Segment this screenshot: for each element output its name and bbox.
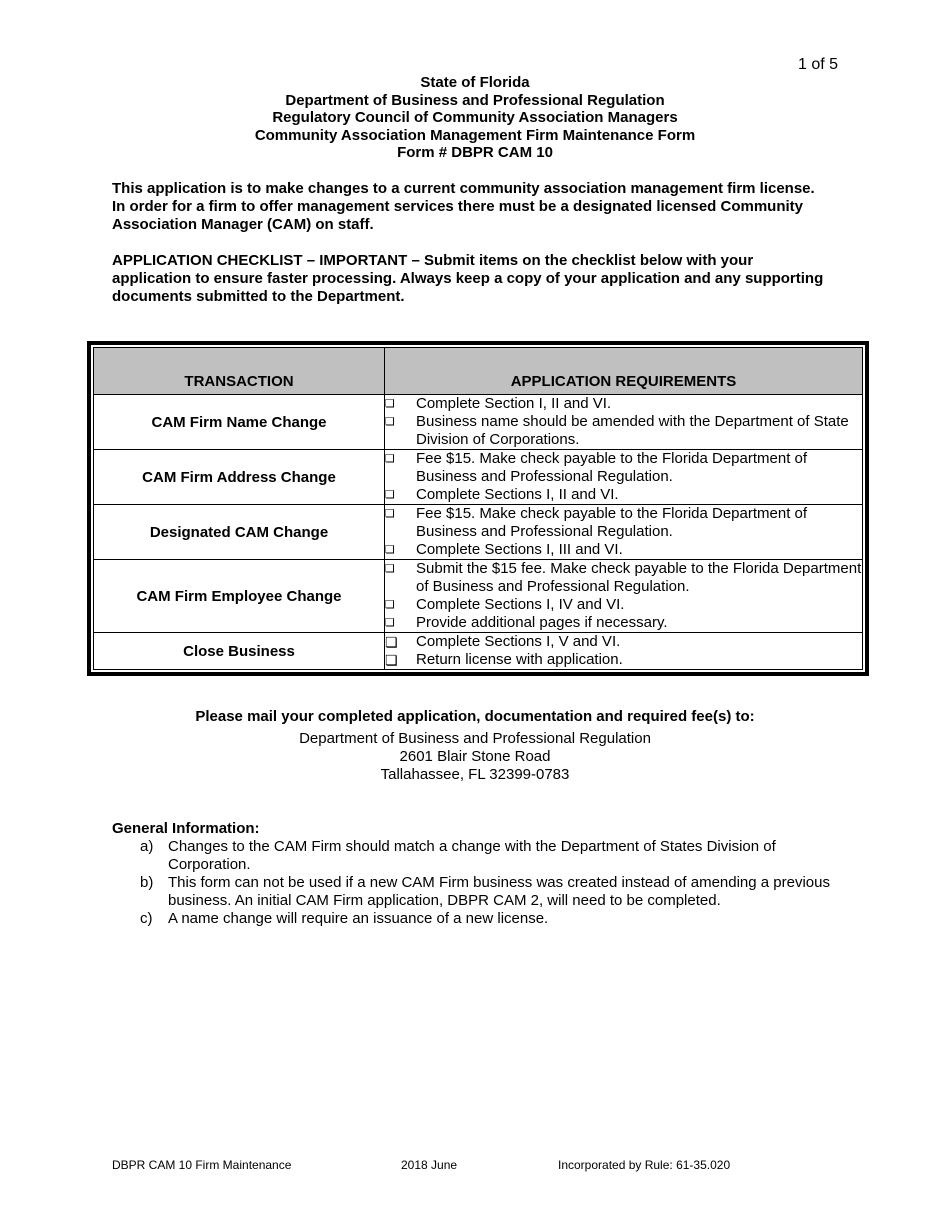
footer-rule: Incorporated by Rule: 61-35.020 (558, 1158, 731, 1172)
checkbox-icon: ❏ (385, 453, 395, 465)
checkbox-icon: ❏ (385, 634, 398, 650)
list-item: c) A name change will require an issuance of a new license. (140, 910, 549, 927)
transaction-cell: Designated CAM Change (94, 505, 385, 560)
header-transaction: TRANSACTION (94, 348, 385, 395)
table-row (94, 450, 863, 505)
table-row (94, 560, 863, 633)
requirement-item: ❏ Return license with application. (385, 651, 623, 668)
general-title: General Information: (112, 820, 260, 837)
transaction-cell: CAM Firm Employee Change (94, 560, 385, 633)
requirements-cell (385, 505, 863, 560)
header-form-number: Form # DBPR CAM 10 (397, 144, 553, 161)
checklist-instructions: APPLICATION CHECKLIST – IMPORTANT – Submit items on the checklist below with your application to ensure faster processing. Always keep a copy of your application and any supporting documents submitted to the Department. (112, 252, 824, 305)
table-row (94, 505, 863, 560)
checklist-table (87, 341, 869, 676)
mail-address-line: Tallahassee, FL 32399-0783 (380, 766, 570, 783)
requirements-cell (385, 450, 863, 505)
requirement-item: ❏ Fee $15. Make check payable to the Florida Department of Business and Professional Regulation. (385, 450, 808, 485)
checkbox-icon: ❏ (385, 416, 395, 428)
requirements-cell (385, 560, 863, 633)
requirement-item: ❏ Fee $15. Make check payable to the Florida Department of Business and Professional Regulation. (385, 505, 808, 540)
requirements-cell (385, 633, 863, 670)
mail-title: Please mail your completed application, documentation and required fee(s) to: (195, 708, 755, 725)
header-requirements: APPLICATION REQUIREMENTS (385, 348, 863, 395)
mailing-instructions (0, 708, 950, 784)
transaction-cell: Close Business (94, 633, 385, 670)
requirements-cell (385, 395, 863, 450)
checkbox-icon: ❏ (385, 489, 395, 501)
header-council: Regulatory Council of Community Association Managers (272, 109, 678, 126)
footer-date: 2018 June (401, 1158, 458, 1172)
header-form-title: Community Association Management Firm Maintenance Form (254, 126, 696, 144)
requirement-item: ❏ Submit the $15 fee. Make check payable to the Florida Department of Business and Professional Regulation. (385, 560, 862, 595)
list-item: a) Changes to the CAM Firm should match a change with the Department of States Division of Corporation. (140, 838, 776, 873)
general-information (112, 820, 832, 928)
list-item: b) This form can not be used if a new CAM Firm business was created instead of amending a previous business. An initial CAM Firm application, DBPR CAM 2, will need to be completed. (140, 874, 830, 909)
requirement-item: ❏ Complete Sections I, II and VI. (385, 486, 619, 503)
checkbox-icon: ❏ (385, 398, 395, 410)
table-row (94, 395, 863, 450)
checkbox-icon: ❏ (385, 599, 395, 611)
header-state: State of Florida (420, 74, 530, 91)
requirement-item: ❏ Provide additional pages if necessary. (385, 614, 668, 631)
checkbox-icon: ❏ (385, 563, 395, 575)
intro-paragraph: This application is to make changes to a current community association management firm license. In order for a firm to offer management services there must be a designated licensed Community Association Manager (CAM) on staff. (112, 180, 815, 233)
form-header (0, 74, 950, 162)
mail-address-line: Department of Business and Professional Regulation (299, 730, 651, 747)
requirement-item: ❏ Complete Sections I, V and VI. (385, 633, 621, 650)
transaction-cell: CAM Firm Address Change (94, 450, 385, 505)
table-row (94, 633, 863, 670)
footer-form-name: DBPR CAM 10 Firm Maintenance (112, 1158, 292, 1172)
checkbox-icon: ❏ (385, 544, 395, 556)
checkbox-icon: ❏ (385, 508, 395, 520)
requirement-item: ❏ Complete Sections I, IV and VI. (385, 596, 625, 613)
requirement-item: ❏ Business name should be amended with the Department of State Division of Corporations. (385, 413, 849, 448)
requirement-item: ❏ Complete Section I, II and VI. (385, 395, 612, 412)
requirement-item: ❏ Complete Sections I, III and VI. (385, 541, 623, 558)
mail-address-line: 2601 Blair Stone Road (399, 748, 551, 765)
header-department: Department of Business and Professional Regulation (285, 91, 665, 109)
checkbox-icon: ❏ (385, 652, 398, 668)
transaction-cell: CAM Firm Name Change (94, 395, 385, 450)
checkbox-icon: ❏ (385, 617, 395, 629)
page-number: 1 of 5 (797, 56, 838, 73)
